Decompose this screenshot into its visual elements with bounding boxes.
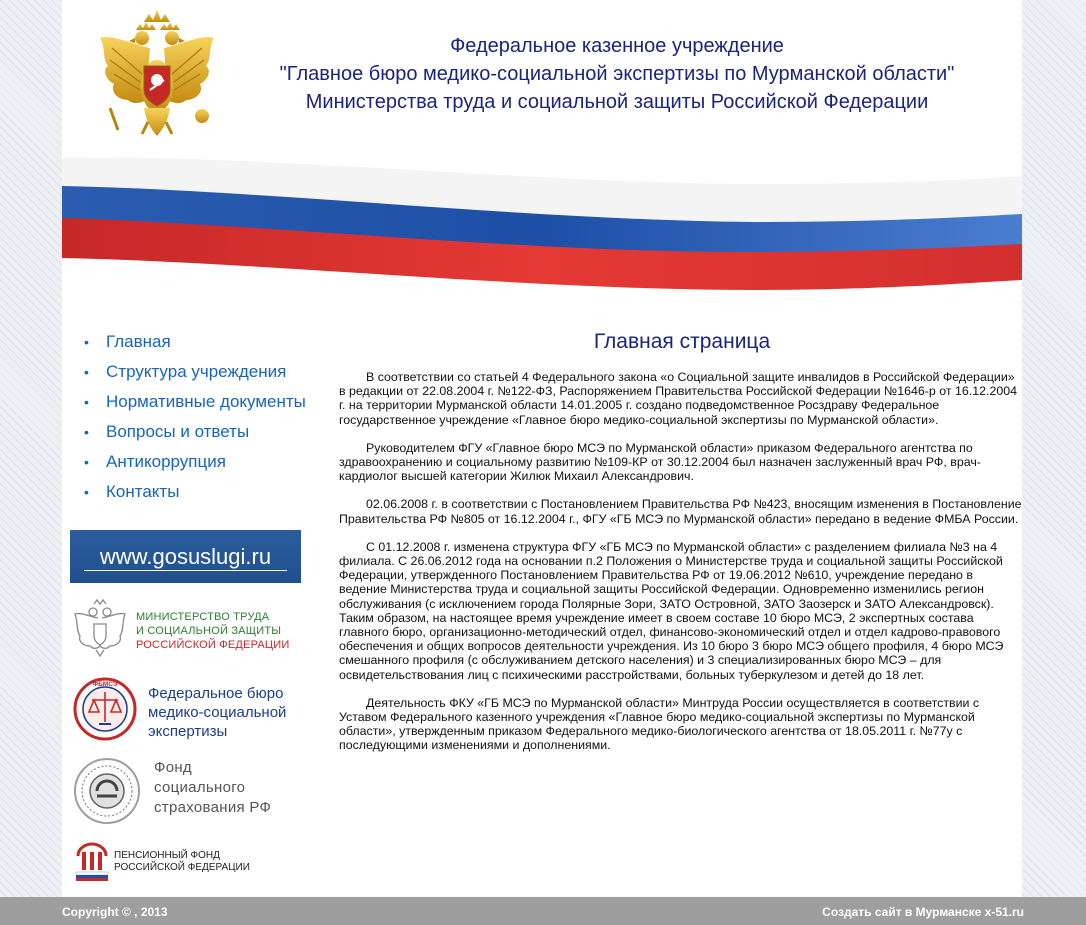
page-container	[62, 0, 1022, 897]
nav-item-label[interactable]: Антикоррупция	[106, 452, 226, 471]
fbmse-line-1: Федеральное бюро	[148, 685, 284, 702]
mintrud-line-2: И СОЦИАЛЬНОЙ ЗАЩИТЫ	[136, 625, 282, 637]
article-paragraph: С 01.12.2008 г. изменена структура ФГУ «ГБ МСЭ по Мурманской области» с разделением филиала №3 на 4 филиала. С 26.06.2012 года на основании п.2 Положения о Министерстве труда и социальной защиты Российской Федерации, утвержденного Постановлением Правительства РФ от 19.06.2012 №610, учреждение передано в ведение Министерства труда и социальной защиты Российской Федерации. Одновременно изменились регион обслуживания (с исключением города Полярные Зори, ЗАТО Островной, ЗАТО Заозерск и ЗАТО Александровск). Таким образом, на настоящее время учреждение имеет в своем составе 10 бюро МСЭ, 2 экспертных состава главного бюро, организационно-методический отдел, финансово-экономический отдел и отдел кадрово-правового обеспечения и общих вопросов деятельности учреждения. Из 10 бюро 3 бюро МСЭ общего профиля, 4 бюро МСЭ смешанного профиля (с обслуживанием детского населения) и 3 специализированных бюро МСЭ – для освидетельствования лиц с психическими расстройствами, больных туберкулезом и детей до 18 лет.	[339, 539, 1004, 682]
fbmse-text	[148, 684, 286, 741]
page-title: Главная страница	[593, 330, 771, 353]
fss-banner[interactable]	[72, 756, 332, 828]
flag-banner	[62, 150, 1022, 300]
bullet-icon: •	[84, 364, 89, 380]
pfr-text	[114, 850, 250, 874]
nav-item-label[interactable]: Структура учреждения	[106, 362, 287, 381]
nav-item-contacts[interactable]	[84, 480, 354, 510]
fss-line-3: страхования РФ	[154, 799, 272, 816]
nav-item-label[interactable]: Главная	[106, 332, 171, 351]
fss-line-1: Фонд	[154, 759, 192, 776]
fss-text	[154, 758, 271, 818]
mintrud-line-3: РОССИЙСКОЙ ФЕДЕРАЦИИ	[136, 639, 290, 651]
fbmse-line-2: медико-социальной	[148, 704, 287, 721]
mintrud-line-1: МИНИСТЕРСТВО ТРУДА	[136, 611, 270, 623]
bullet-icon: •	[84, 334, 89, 350]
copyright-text: Copyright © , 2013	[62, 905, 168, 919]
article-paragraph: 02.06.2008 г. в соответствии с Постановлением Правительства РФ №423, вносящим изменения в Постановление Правительства РФ №805 от 16.12.2004 г., ФГУ «ГБ МСЭ по Мурманской области» передано в ведение ФМБА России.	[339, 497, 1022, 526]
footer	[0, 897, 1086, 925]
fbmse-banner[interactable]	[72, 676, 332, 746]
banner-underline	[84, 570, 287, 571]
russian-coat-of-arms-icon	[92, 4, 222, 152]
nav-item-faq[interactable]	[84, 420, 354, 450]
nav-item-label[interactable]: Вопросы и ответы	[106, 422, 250, 441]
nav-item-documents[interactable]	[84, 390, 354, 420]
pfr-line-2: РОССИЙСКОЙ ФЕДЕРАЦИИ	[114, 862, 250, 873]
bullet-icon: •	[84, 394, 89, 410]
header-titles	[212, 32, 1022, 116]
fbmse-logo-text: ФБМСЭ	[92, 681, 118, 688]
header-line-1: Федеральное казенное учреждение	[450, 35, 784, 57]
site-builder-link[interactable]: Создать сайт в Мурманске x-51.ru	[822, 905, 1024, 919]
bullet-icon: •	[84, 424, 89, 440]
gosuslugi-banner[interactable]	[70, 530, 301, 583]
article-paragraph: В соответствии со статьей 4 Федерального закона «о Социальной защите инвалидов в Российской Федерации» в редакции от 22.08.2004 г. №122-ФЗ, Распоряжением Правительства Российской Федерации №1646-р от 16.12.2004 г. на территории Мурманской области 14.01.2005 г. создано подведомственное Росздраву Федеральное государственное учреждение «Главное бюро медико-социальной экспертизы по Мурманской области».	[339, 370, 1018, 427]
nav-item-structure[interactable]	[84, 360, 354, 390]
article-paragraph: Руководителем ФГУ «Главное бюро МСЭ по Мурманской области» приказом Федерального агентства по здравоохранению и социальному развитию №109-КР от 30.12.2004 был назначен заслуженный врач РФ, врач-кардиолог высшей категории Жилюк Михаил Александрович.	[339, 440, 981, 484]
mintrud-text	[136, 610, 289, 652]
fbmse-line-3: экспертизы	[148, 723, 228, 740]
pfr-logo-icon	[72, 840, 112, 884]
article-paragraph: Деятельность ФКУ «ГБ МСЭ по Мурманской области» Минтруда России осуществляется в соответствии с Уставом Федерального казенного учреждения «Главное бюро медико-социальной экспертизы по Мурманской области», утвержденным приказом Федерального медико-биологического агентства от 18.05.2011 г. №77у с последующими изменениями и дополнениями.	[339, 695, 980, 753]
fss-line-2: социального	[154, 779, 246, 796]
main-article	[339, 370, 1022, 767]
gosuslugi-label: www.gosuslugi.ru	[99, 544, 272, 569]
bullet-icon: •	[84, 454, 89, 470]
nav-item-home[interactable]	[84, 330, 354, 360]
nav-item-anticorruption[interactable]	[84, 450, 354, 480]
header-line-3: Министерства труда и социальной защиты Российской Федерации	[305, 91, 929, 113]
pfr-line-1: ПЕНСИОННЫЙ ФОНД	[114, 850, 220, 861]
pfr-banner[interactable]	[72, 840, 332, 886]
fss-logo-icon	[72, 756, 142, 826]
mintrud-banner[interactable]	[72, 598, 332, 662]
nav-item-label[interactable]: Нормативные документы	[106, 392, 306, 411]
eagle-emblem-icon	[72, 598, 128, 658]
bullet-icon: •	[84, 484, 89, 500]
fbmse-logo-icon	[72, 676, 138, 742]
header-line-2: "Главное бюро медико-социальной экспертизы по Мурманской области"	[279, 63, 955, 85]
nav-item-label[interactable]: Контакты	[106, 482, 180, 501]
sidebar-nav	[84, 330, 354, 510]
